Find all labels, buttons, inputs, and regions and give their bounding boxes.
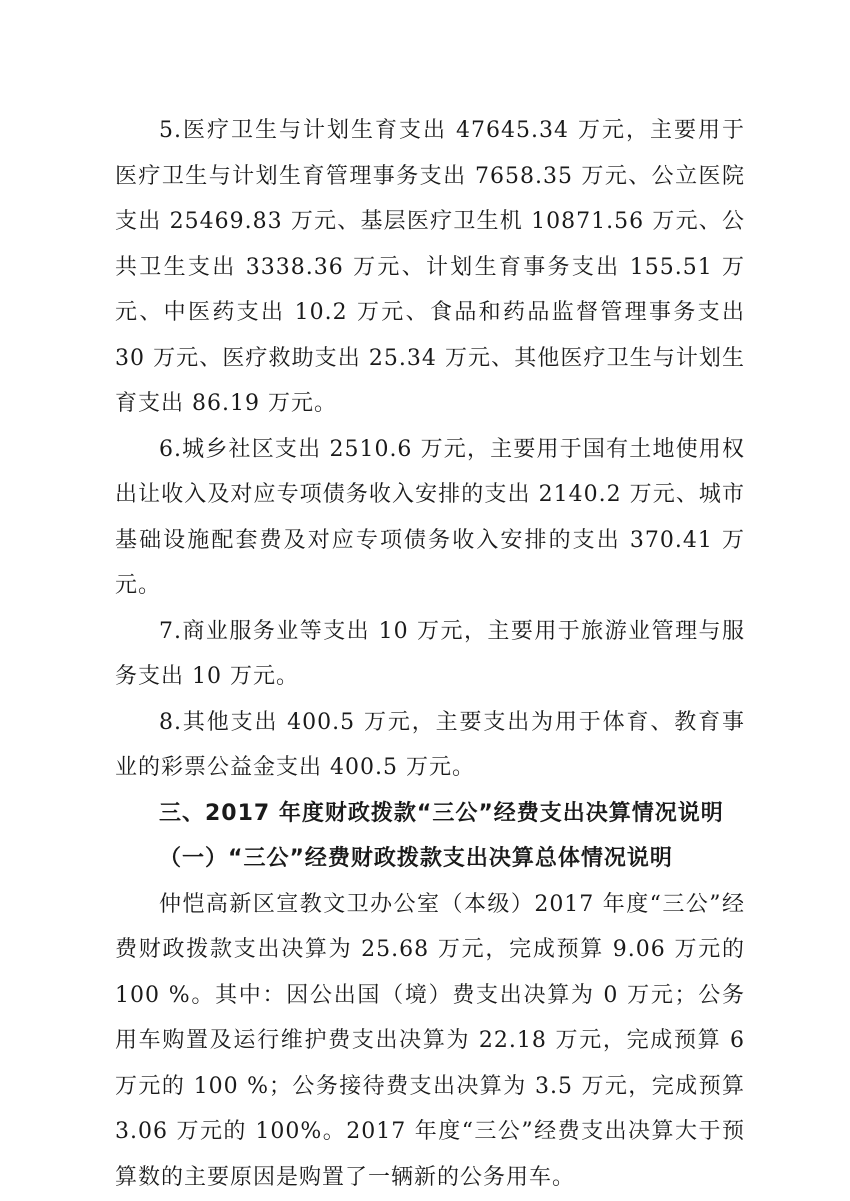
para-commercial-services: 7.商业服务业等支出 10 万元，主要用于旅游业管理与服务支出 10 万元。 — [115, 618, 745, 689]
para-urban-rural-community: 6.城乡社区支出 2510.6 万元，主要用于国有土地使用权出让收入及对应专项债务收入安排的支出 2140.2 万元、城市基础设施配套费及对应专项债务收入安排的支出 370.41 万元。 — [115, 436, 745, 598]
subsection-heading: （一）“三公”经费财政拨款支出决算总体情况说明 — [159, 846, 673, 871]
para-health-expenditure: 5.医疗卫生与计划生育支出 47645.34 万元，主要用于医疗卫生与计划生育管理事务支出 7658.35 万元、公立医院支出 25469.83 万元、基层医疗卫生机 10871.56 万元、公共卫生支出 3338.36 万元、计划生育事务支出 155.51 万元、中医药支出 10.2 万元、食品和药品监督管理事务支出 30 万元、医疗救助支出 25.34 万元、其他医疗卫生与计划生育支出 86.19 万元。 — [115, 118, 745, 416]
document-body — [115, 108, 745, 1200]
summary-paragraph: 仲恺高新区宣教文卫办公室（本级）2017 年度“三公”经费财政拨款支出决算为 25.68 万元，完成预算 9.06 万元的 100 %。其中：因公出国（境）费支出决算为 0 万元；公务用车购置及运行维护费支出决算为 22.18 万元，完成预算 6 万元的 100 %；公务接待费支出决算为 3.5 万元，完成预算 3.06 万元的 100%。2017 年度“三公”经费支出决算大于预算数的主要原因是购置了一辆新的公务用车。 — [115, 891, 745, 1190]
para-other-expenditure: 8.其他支出 400.5 万元，主要支出为用于体育、教育事业的彩票公益金支出 400.5 万元。 — [115, 709, 745, 780]
section-heading: 三、2017 年度财政拨款“三公”经费支出决算情况说明 — [159, 800, 724, 826]
